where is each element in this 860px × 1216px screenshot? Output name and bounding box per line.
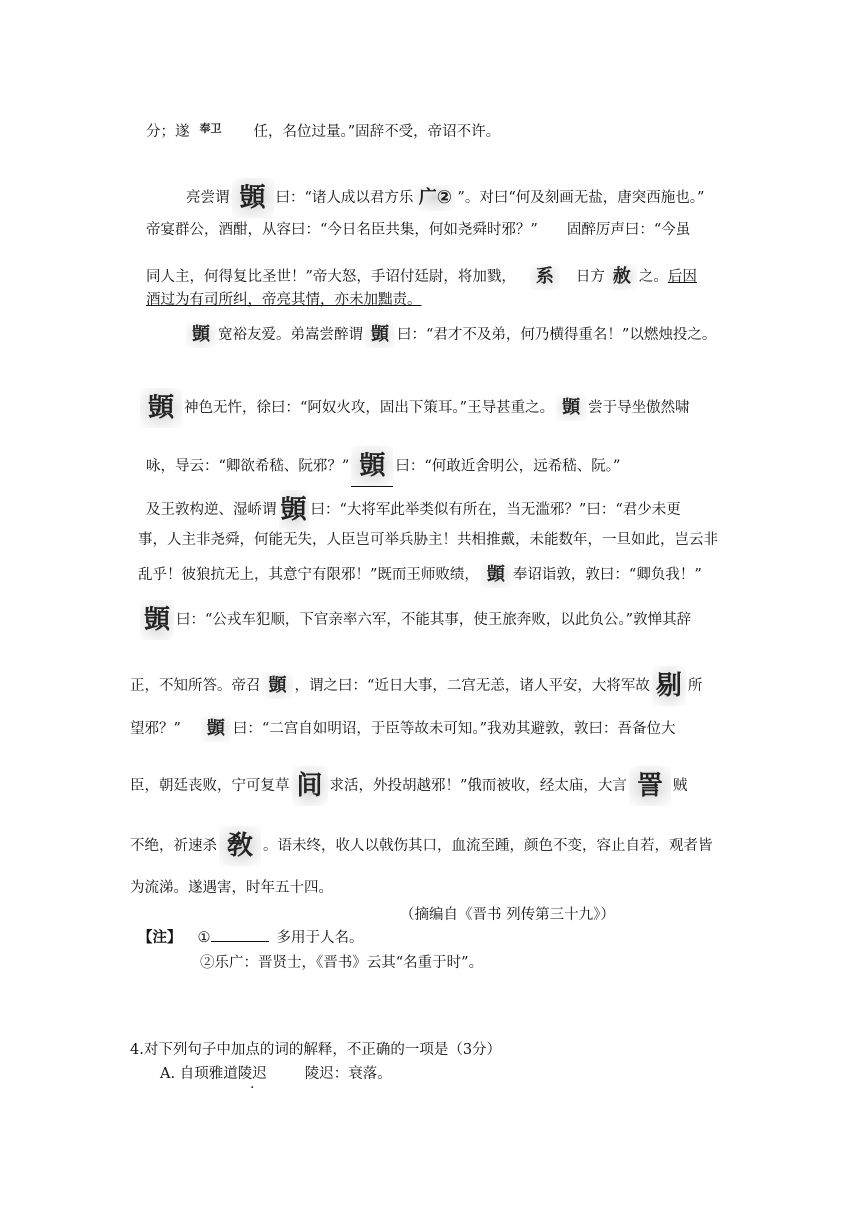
text-segment: 乱乎！彼狼抗无上，其意宁有限邪！”既而王师败绩，: [138, 567, 479, 583]
image-char-feng-wei: 奉卫: [199, 122, 222, 135]
option-text: A. 自顼雅道: [160, 1066, 238, 1082]
text-segment: 咏，导云：“卿欲希嵇、阮邪？”: [146, 458, 350, 475]
text-segment: 求活，外投胡越邪！”俄而被收，经太庙，大言: [329, 778, 627, 794]
image-char-yi-blank: 顗: [351, 446, 393, 487]
text-line-8: [146, 446, 620, 487]
text-line-10: [138, 530, 718, 550]
text-segment: 亮尝谓: [186, 190, 230, 206]
text-segment: 得重名！”以燃烛投之。: [563, 327, 717, 343]
text-line-15: [130, 766, 687, 806]
text-segment: ”。对曰“何及刻画无盐，唐突西施也。”: [457, 190, 705, 206]
note-text: ②乐广：晋贤士，《晋书》云其“名重于时”。: [200, 955, 484, 971]
text-segment: ，谓之曰：“近日大事，二宫无恙，诸人平安，大将军故: [294, 678, 650, 694]
text-line-2: [186, 178, 704, 218]
source-citation: [400, 905, 615, 925]
underlined-text: 酒过为有司所纠，帝亮其情，亦未加黜责。: [146, 292, 422, 308]
text-line-7: [138, 388, 690, 428]
text-segment: 及王敦构逆、湿峤谓: [146, 502, 277, 518]
text-segment: 尝于导坐傲然啸: [588, 400, 690, 416]
image-char-guang-note: 广②: [415, 185, 455, 211]
text-segment: 曰：“公戎车犯顺，下官亲率六军，不能其事，使王旅奔败，以此负公。”敦惮其辞: [176, 612, 692, 628]
image-char-jiu: 赦: [607, 264, 637, 290]
option-explanation: 陵迟：衰落。: [304, 1066, 392, 1082]
text-segment: 正，不知所答。帝召: [130, 678, 261, 694]
text-segment: 奉诏诣敦，敦曰：“卿负我！”: [512, 567, 702, 583]
text-segment: 曰：“诸人成以君方乐: [275, 190, 414, 206]
text-segment: 曰：“君才不及弟，何乃横: [397, 327, 564, 343]
image-char-yi: 顗: [279, 490, 309, 530]
note-2: [200, 953, 483, 973]
text-segment: 事，人主非尧舜，何能无失，人臣岂可举兵胁主！共相推戴，未能数年，一旦如此，岂云非: [138, 532, 718, 548]
text-line-9: [146, 490, 681, 530]
note-text: 多用于人名。: [276, 930, 364, 946]
text-segment: 日方: [575, 269, 605, 285]
underlined-text: 后因: [667, 269, 697, 285]
image-char-sha: 敎: [219, 826, 261, 866]
text-line-5: [146, 290, 422, 310]
text-segment: 臣，朝廷丧败，宁可复草: [130, 778, 290, 794]
text-segment: 为流涕。遂遇害，时年五十四。: [130, 880, 333, 896]
text-line-1: [146, 122, 500, 142]
option-a: [160, 1064, 392, 1084]
text-segment: 望邪？”: [130, 721, 181, 737]
text-line-4: [146, 264, 697, 290]
image-char-yi: 顗: [201, 716, 231, 742]
source-text: （摘编自《晋书 列传第三十九》）: [400, 907, 615, 923]
image-char-ti: 剔: [652, 666, 686, 706]
fill-blank: [211, 941, 269, 942]
image-char-yi: 顗: [556, 395, 586, 421]
text-line-17: [130, 878, 333, 898]
text-segment: 。语未终，收人以戟伤其口，血流至踵，颜色不变，容止自若，观者皆: [263, 838, 713, 854]
text-segment: 之。: [638, 269, 668, 285]
image-char-yi: 顗: [186, 322, 216, 348]
dotted-word: 陵迟: [237, 1066, 267, 1082]
text-segment: 曰：“何敢近舍明公，远希嵇、阮。”: [395, 458, 621, 475]
text-line-3: [146, 220, 690, 240]
text-segment: 帝宴群公，酒酣，从容曰：“今日名臣共集，何如尧舜时邪？” 固醉厉声曰：“今虽: [146, 222, 691, 238]
image-char-yi: 顗: [140, 600, 174, 640]
image-char-ma: 詈: [629, 766, 671, 806]
image-char-yi: 顗: [481, 562, 511, 588]
question-4: [130, 1040, 501, 1060]
text-line-6: [184, 322, 716, 348]
text-line-14: [130, 716, 676, 742]
text-segment: 同人主，何得复比圣世！”帝大怒，手诏付廷尉，将加戮，: [146, 269, 516, 285]
image-char-yi: 顗: [263, 673, 293, 699]
text-line-13: [130, 666, 702, 706]
text-line-16: [130, 826, 713, 866]
text-segment: 曰：“二宫自如明诏，于臣等故未可知。”我劝其避敦，敦曰：吾备位大: [232, 721, 676, 737]
image-char-mark: 系: [530, 264, 560, 290]
text-line-12: [138, 600, 691, 640]
text-segment: 任，名位过量。”固辞不受，帝诏不许。: [253, 124, 501, 140]
image-char-yi: 顗: [140, 388, 182, 428]
text-segment: 宽裕友爱。弟嵩尝醉谓: [218, 327, 363, 343]
text-line-11: [138, 562, 702, 588]
image-char-jian: 间: [292, 766, 328, 806]
note-number: ①: [197, 930, 211, 946]
text-segment: 所: [687, 678, 703, 694]
image-char-yi: 顗: [365, 322, 395, 348]
text-segment: 曰：“大将军此举类似有所在，当无滥邪？”曰：“君少未更: [310, 502, 681, 518]
text-segment: 贼: [672, 778, 688, 794]
text-segment: 分；遂: [146, 124, 190, 140]
image-char-yi: 顗: [232, 178, 274, 218]
text-segment: 神色无忤，徐曰：“阿奴火攻，固出下策耳。”王导甚重之。: [184, 400, 555, 416]
note-1: [138, 928, 364, 948]
text-segment: 不绝，祈速杀: [130, 838, 217, 854]
question-text: 4.对下列句子中加点的词的解释，不正确的一项是（3分）: [130, 1042, 502, 1058]
note-label: 【注】: [138, 929, 182, 946]
